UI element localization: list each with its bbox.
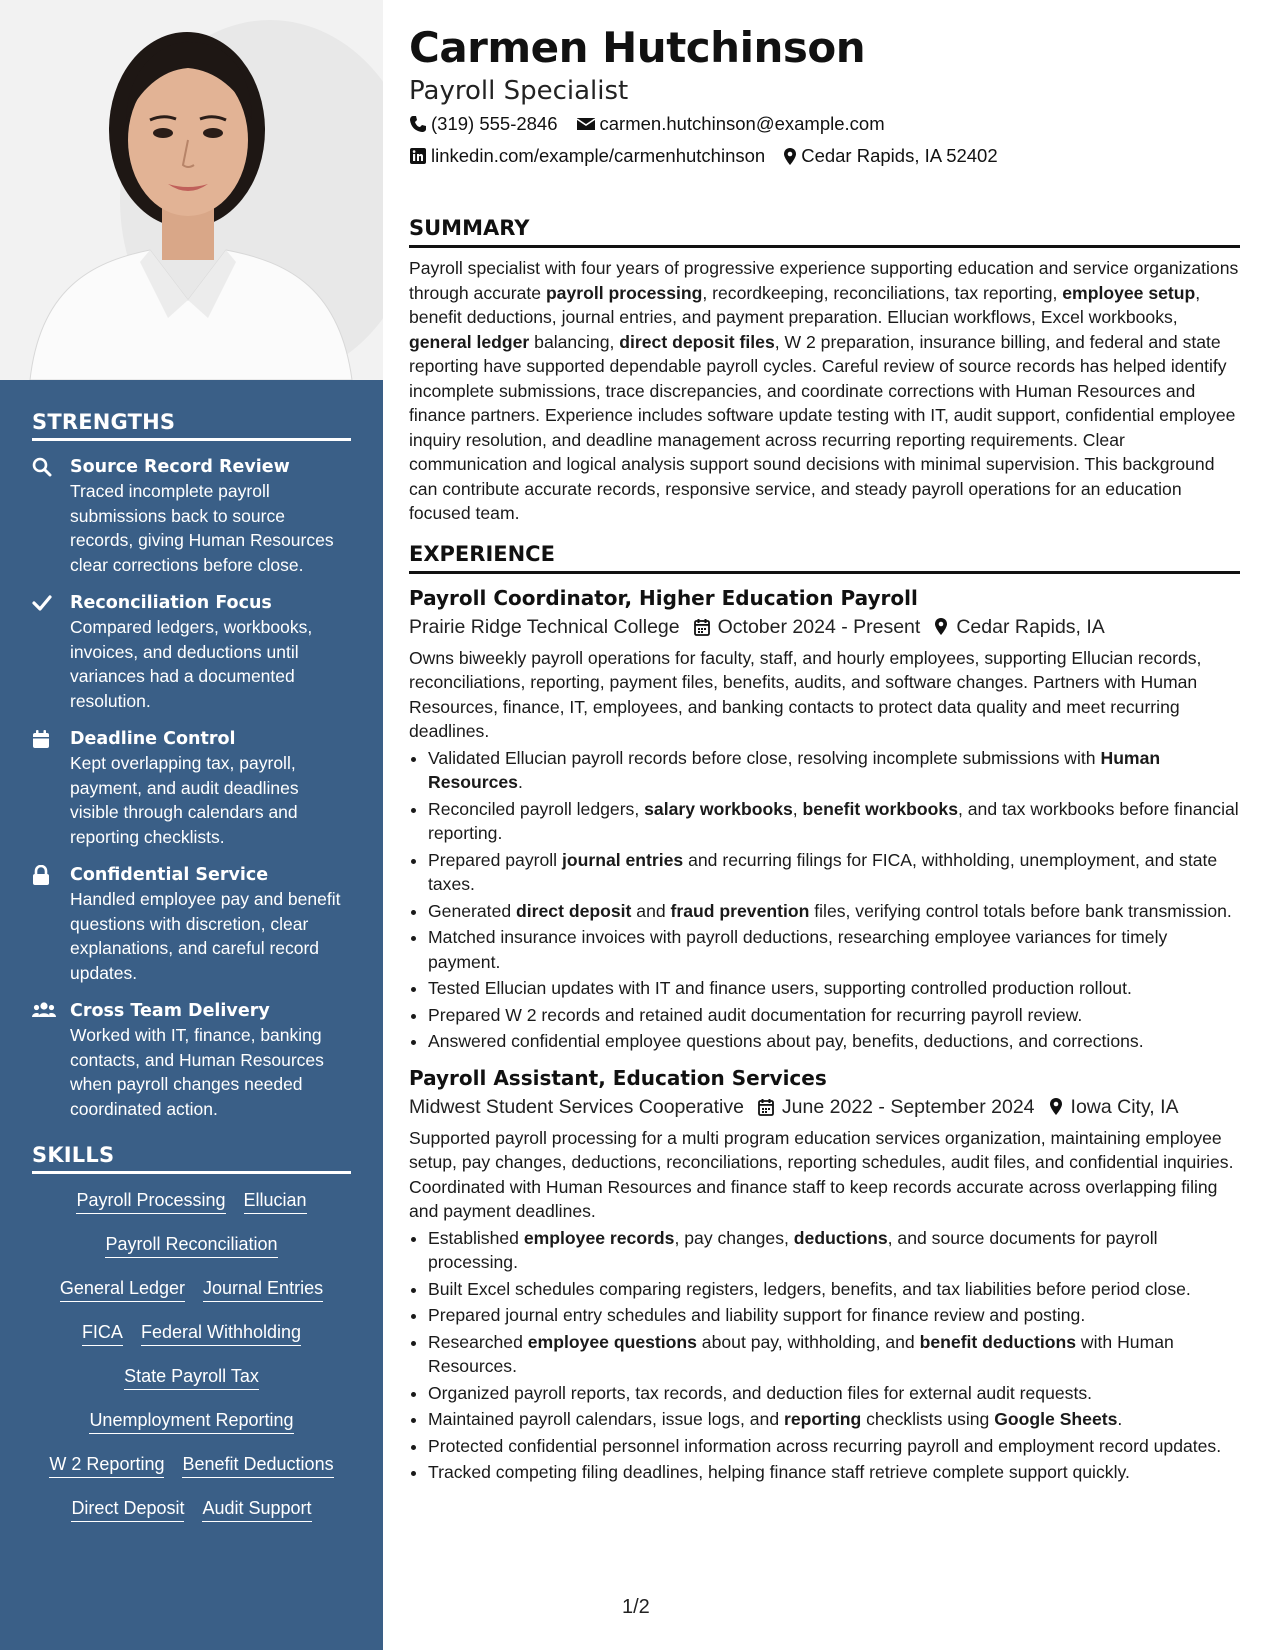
skill-tag: Federal Withholding [141,1320,301,1346]
bullet-item: • Researched employee questions about pay, withholding, and benefit deductions with Human Resources. [428,1330,1240,1379]
strength-text: Worked with IT, finance, banking contacts, and Human Resources when payroll changes needed coordinated action. [70,1025,324,1119]
bullet-item: • Organized payroll reports, tax records, and deduction files for external audit requests. [428,1381,1240,1406]
strength-text: Traced incomplete payroll submissions back to source records, giving Human Resources clear corrections before close. [70,481,334,575]
strength-title: Cross Team Delivery [70,1001,270,1021]
bullet-item: • Prepared payroll journal entries and recurring filings for FICA, withholding, unemployment, and state taxes. [428,848,1240,897]
candidate-role: Payroll Specialist [409,76,629,106]
linkedin-icon [409,147,427,165]
skill-tag: State Payroll Tax [124,1364,259,1390]
email-contact[interactable] [576,108,885,140]
linkedin-text[interactable]: linkedin.com/example/carmenhutchinson [431,145,766,166]
skill-tag: Ellucian [244,1188,307,1214]
skill-row [32,1364,351,1390]
summary-heading: SUMMARY [409,214,1240,248]
map-pin-icon [1049,1097,1063,1116]
job-meta [409,612,1240,642]
skill-tag: Payroll Processing [76,1188,225,1214]
bullet-item: • Tested Ellucian updates with IT and finance users, supporting controlled production rollout. [428,976,1240,1001]
strength-title: Deadline Control [70,729,236,749]
strengths-heading: STRENGTHS [32,410,351,441]
skill-row [32,1188,351,1214]
bullet-item: • Tracked competing filing deadlines, helping finance staff retrieve complete support quickly. [428,1460,1240,1485]
skill-row [32,1452,351,1478]
skill-row [32,1408,351,1434]
bullet-item: • Validated Ellucian payroll records before close, resolving incomplete submissions with Human Resources. [428,746,1240,795]
strength-text: Kept overlapping tax, payroll, payment, and audit deadlines visible through calendars and reporting checklists. [70,753,299,847]
bullet-item: • Answered confidential employee questions about pay, benefits, deductions, and corrections. [428,1029,1240,1054]
job-entry [409,584,1240,1054]
skill-tag: FICA [82,1320,123,1346]
strength-item [32,999,351,1121]
bullet-item: • Prepared journal entry schedules and liability support for finance review and posting. [428,1303,1240,1328]
main-content [409,22,1240,1487]
strength-item [32,863,351,985]
job-description: Supported payroll processing for a multi program education services organization, maintaining employee setup, pay changes, deductions, reconciliations, reporting schedules, audit files, and confidential inquiries. Coordinated with Human Resources and finance staff to keep records accurate across overlapping filing and payment deadlines. [409,1127,1234,1221]
strength-text: Compared ledgers, workbooks, invoices, and deductions until variances had a documented resolution. [70,617,313,711]
job-entry [409,1064,1240,1485]
sidebar [0,0,383,1650]
skill-tag: Payroll Reconciliation [105,1232,277,1258]
profile-photo-illustration [0,0,383,380]
bullet-item: • Matched insurance invoices with payroll deductions, researching employee variances for timely payment. [428,925,1240,974]
envelope-icon [576,116,596,132]
skills-heading: SKILLS [32,1143,351,1174]
lock-icon [32,863,70,985]
location-text: Cedar Rapids, IA 52402 [801,145,998,166]
bullet-item: • Maintained payroll calendars, issue logs, and reporting checklists using Google Sheets. [428,1407,1240,1432]
map-pin-icon [783,147,797,166]
phone-text: (319) 555-2846 [431,113,558,134]
users-icon [32,999,70,1121]
strength-item [32,727,351,849]
skill-row [32,1496,351,1522]
summary-text: Payroll specialist with four years of progressive experience supporting education and service organizations through accurate payroll processing, recordkeeping, reconciliations, tax reporting, employee setup, benefit deductions, journal entries, and payment preparation. Ellucian workflows, Excel workbooks, general ledger balancing, direct deposit files, W 2 preparation, insurance billing, and federal and state reporting have supported dependable payroll cycles. Careful review of source records has helped identify incomplete submissions, trace discrepancies, and coordinate corrections with Human Resources and finance partners. Experience includes software update testing with IT, audit support, confidential employee inquiry resolution, and deadline management across recurring reporting requirements. Clear communication and logical analysis support sound decisions with minimal supervision. This background can contribute accurate records, responsive service, and steady payroll operations for an education focused team. [409,258,1239,523]
candidate-name: Carmen Hutchinson [409,23,866,72]
job-description: Owns biweekly payroll operations for faculty, staff, and hourly employees, supporting Ellucian records, reconciliations, reporting, payment files, benefits, audits, and software changes. Partners with Human Resources, finance, IT, employees, and banking contacts to protect data quality and meet recurring deadlines. [409,647,1202,741]
skill-tag: W 2 Reporting [49,1452,164,1478]
skill-tag: General Ledger [60,1276,185,1302]
strength-title: Source Record Review [70,457,290,477]
strength-title: Confidential Service [70,865,269,885]
skill-tag: Unemployment Reporting [89,1408,293,1434]
strength-item [32,455,351,577]
bullet-item: • Established employee records, pay changes, deductions, and source documents for payroll processing. [428,1226,1240,1275]
check-icon [32,591,70,713]
skill-tag: Benefit Deductions [182,1452,333,1478]
skill-tag: Audit Support [202,1496,311,1522]
job-bullets [409,746,1240,1054]
contact-row [409,108,1240,140]
job-title: Payroll Coordinator, Higher Education Payroll [409,585,918,610]
page-number: 1/2 [622,1596,650,1618]
profile-photo [0,0,383,380]
contact-row [409,140,1240,172]
email-text[interactable]: carmen.hutchinson@example.com [599,113,885,134]
skill-row [32,1320,351,1346]
strength-item [32,591,351,713]
company-name: Prairie Ridge Technical College [409,615,680,638]
job-dates-text: October 2024 - Present [717,615,921,638]
company-name: Midwest Student Services Cooperative [409,1095,744,1118]
job-location-text: Iowa City, IA [1070,1095,1179,1118]
linkedin-contact[interactable] [409,140,765,172]
map-pin-icon [934,617,948,636]
phone-icon [409,115,427,133]
skills-list [32,1188,351,1522]
location-contact [783,140,997,172]
job-bullets [409,1226,1240,1485]
phone-contact [409,108,558,140]
job-meta [409,1092,1240,1122]
job-location [934,612,1105,642]
bullet-item: • Generated direct deposit and fraud prevention files, verifying control totals before bank transmission. [428,899,1240,924]
calendar-icon [694,618,710,636]
job-location-text: Cedar Rapids, IA [956,615,1105,638]
strength-title: Reconciliation Focus [70,593,272,613]
search-icon [32,455,70,577]
skill-tag: Direct Deposit [71,1496,184,1522]
job-dates-text: June 2022 - September 2024 [781,1095,1035,1118]
bullet-item: • Protected confidential personnel information across recurring payroll and employment record updates. [428,1434,1240,1459]
skill-row [32,1276,351,1302]
skill-row [32,1232,351,1258]
strength-text: Handled employee pay and benefit questions with discretion, clear explanations, and careful record updates. [70,889,341,983]
bullet-item: • Prepared W 2 records and retained audit documentation for recurring payroll review. [428,1003,1240,1028]
skill-tag: Journal Entries [203,1276,323,1302]
bullet-item: • Built Excel schedules comparing registers, ledgers, benefits, and tax liabilities before period close. [428,1277,1240,1302]
experience-heading: EXPERIENCE [409,540,1240,574]
job-dates [694,612,921,642]
bullet-item: • Reconciled payroll ledgers, salary workbooks, benefit workbooks, and tax workbooks before financial reporting. [428,797,1240,846]
job-dates [758,1092,1035,1122]
calendar-icon [758,1098,774,1116]
job-title: Payroll Assistant, Education Services [409,1065,827,1090]
calendar-icon [32,727,70,849]
job-location [1049,1092,1179,1122]
